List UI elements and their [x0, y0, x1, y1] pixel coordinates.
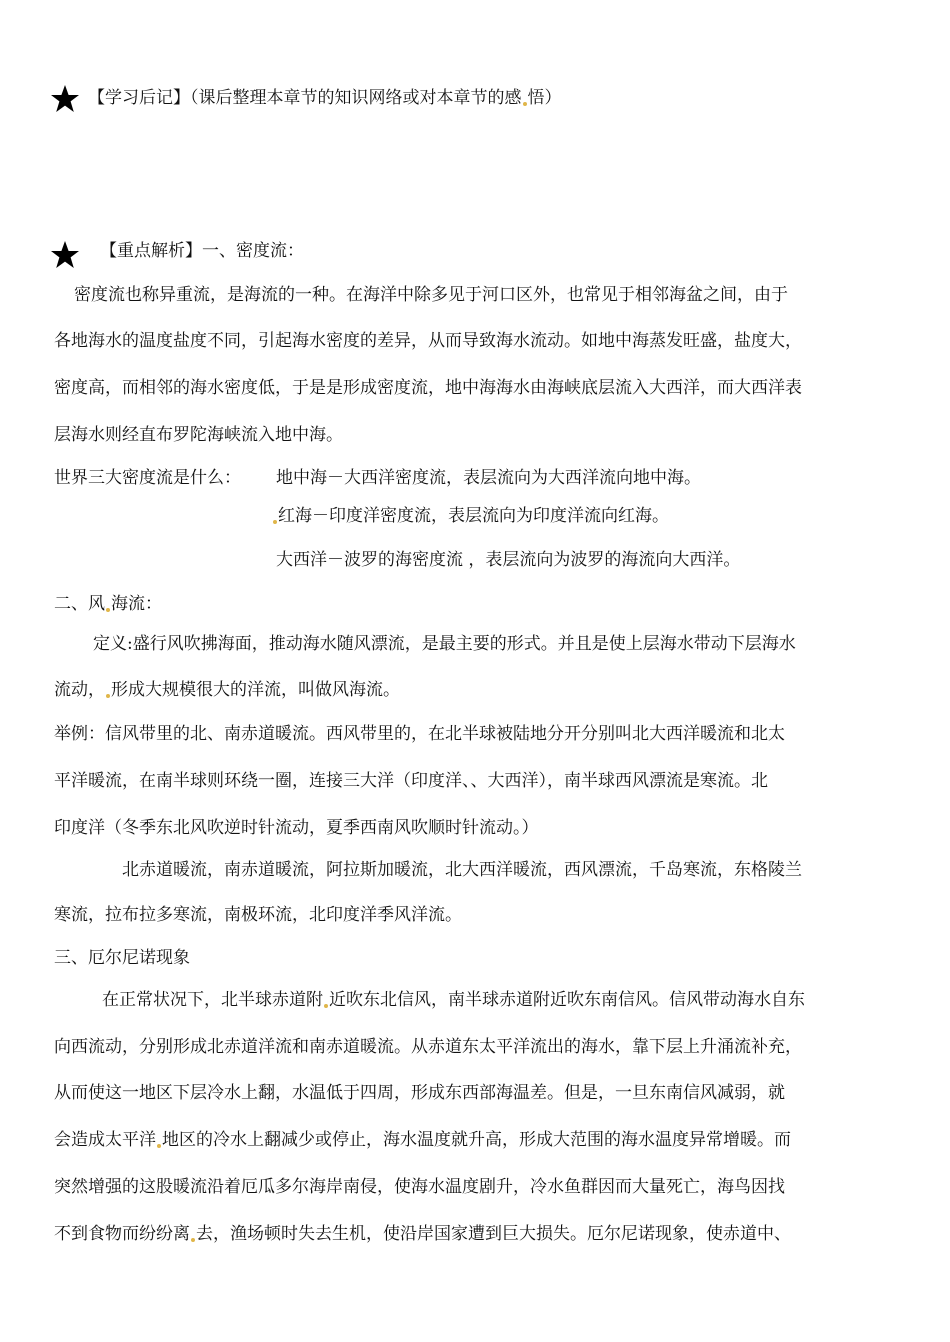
para-text: 去，渔场顿时失去生机，使沿岸国家遭到巨大损失。厄尔尼诺现象，使赤道中、 [196, 1224, 791, 1244]
para-line: 层海水则经直布罗陀海峡流入地中海。 [54, 425, 343, 445]
density-item: 大西洋－波罗的海密度流 ，表层流向为波罗的海流向大西洋。 [276, 550, 741, 570]
para-line: 寒流，拉布拉多寒流，南极环流，北印度洋季风洋流。 [54, 905, 462, 925]
para-line: 密度高，而相邻的海水密度低，于是是形成密度流，地中海海水由海峡底层流入大西洋，而大西洋表 [54, 378, 802, 398]
notes-heading-end: 悟） [527, 88, 562, 108]
para-line: 各地海水的温度盐度不同，引起海水密度的差异，从而导致海水流动。如地中海蒸发旺盛，盐度大， [54, 331, 802, 351]
para-line: 密度流也称异重流，是海流的一种。在海洋中除多见于河口区外，也常见于相邻海盆之间，由于 [74, 285, 788, 305]
para-text: 不到食物而纷纷离 [54, 1224, 190, 1244]
section2-heading [54, 594, 162, 614]
para-line: 举例：信风带里的北、南赤道暖流。西风带里的，在北半球被陆地分开分别叫北大西洋暖流和北太 [54, 724, 785, 744]
para-line: 定义:盛行风吹拂海面，推动海水随风漂流，是最主要的形式。并且是使上层海水带动下层海水 [93, 634, 796, 654]
para-text: 会造成太平洋 [54, 1130, 156, 1150]
para-line [102, 990, 805, 1010]
para-text: 地区的冷水上翻减少或停止，海水温度就升高，形成大范围的海水温度异常增暖。而 [162, 1130, 791, 1150]
notes-heading-text: 【学习后记】（课后整理本章节的知识网络或对本章节的感 [88, 88, 522, 108]
star-icon [50, 240, 80, 270]
para-line [54, 1224, 791, 1244]
dot-mark [106, 694, 110, 698]
para-line: 印度洋（冬季东北风吹逆时针流动，夏季西南风吹顺时针流动。） [54, 818, 539, 838]
dot-mark [106, 608, 110, 612]
dot-mark [523, 102, 527, 106]
notes-heading [88, 88, 562, 108]
para-line: 向西流动，分别形成北赤道洋流和南赤道暖流。从赤道东太平洋流出的海水，靠下层上升涌流补充， [54, 1037, 802, 1057]
key-heading: 【重点解析】一、密度流： [100, 241, 304, 261]
density-item-text: 红海－印度洋密度流，表层流向为印度洋流向红海。 [278, 506, 669, 526]
density-question: 世界三大密度流是什么： [54, 468, 241, 488]
dot-mark [191, 1238, 195, 1242]
para-line: 平洋暖流，在南半球则环绕一圈，连接三大洋（印度洋、、大西洋），南半球西风漂流是寒流。北 [54, 771, 768, 791]
para-line [54, 680, 400, 700]
para-line [54, 1130, 791, 1150]
dot-mark [273, 520, 277, 524]
para-text: 形成大规模很大的洋流，叫做风海流。 [111, 680, 400, 700]
dot-mark [157, 1144, 161, 1148]
density-item [272, 506, 669, 526]
para-line: 北赤道暖流，南赤道暖流，阿拉斯加暖流，北大西洋暖流，西风漂流，千岛寒流，东格陵兰 [122, 860, 802, 880]
section2-heading-b: 海流： [111, 594, 162, 614]
para-line: 从而使这一地区下层冷水上翻，水温低于四周，形成东西部海温差。但是，一旦东南信风减弱，就 [54, 1083, 785, 1103]
section2-heading-a: 二、风 [54, 594, 105, 614]
density-item: 地中海－大西洋密度流，表层流向为大西洋流向地中海。 [276, 468, 701, 488]
para-text: 流动， [54, 680, 105, 700]
para-text: 近吹东北信风，南半球赤道附近吹东南信风。信风带动海水自东 [329, 990, 805, 1010]
para-line: 突然增强的这股暖流沿着厄瓜多尔海岸南侵，使海水温度剧升，冷水鱼群因而大量死亡，海鸟因找 [54, 1177, 785, 1197]
dot-mark [324, 1004, 328, 1008]
star-icon [50, 84, 80, 114]
section3-heading: 三、厄尔尼诺现象 [54, 948, 190, 968]
para-text: 在正常状况下，北半球赤道附 [102, 990, 323, 1010]
